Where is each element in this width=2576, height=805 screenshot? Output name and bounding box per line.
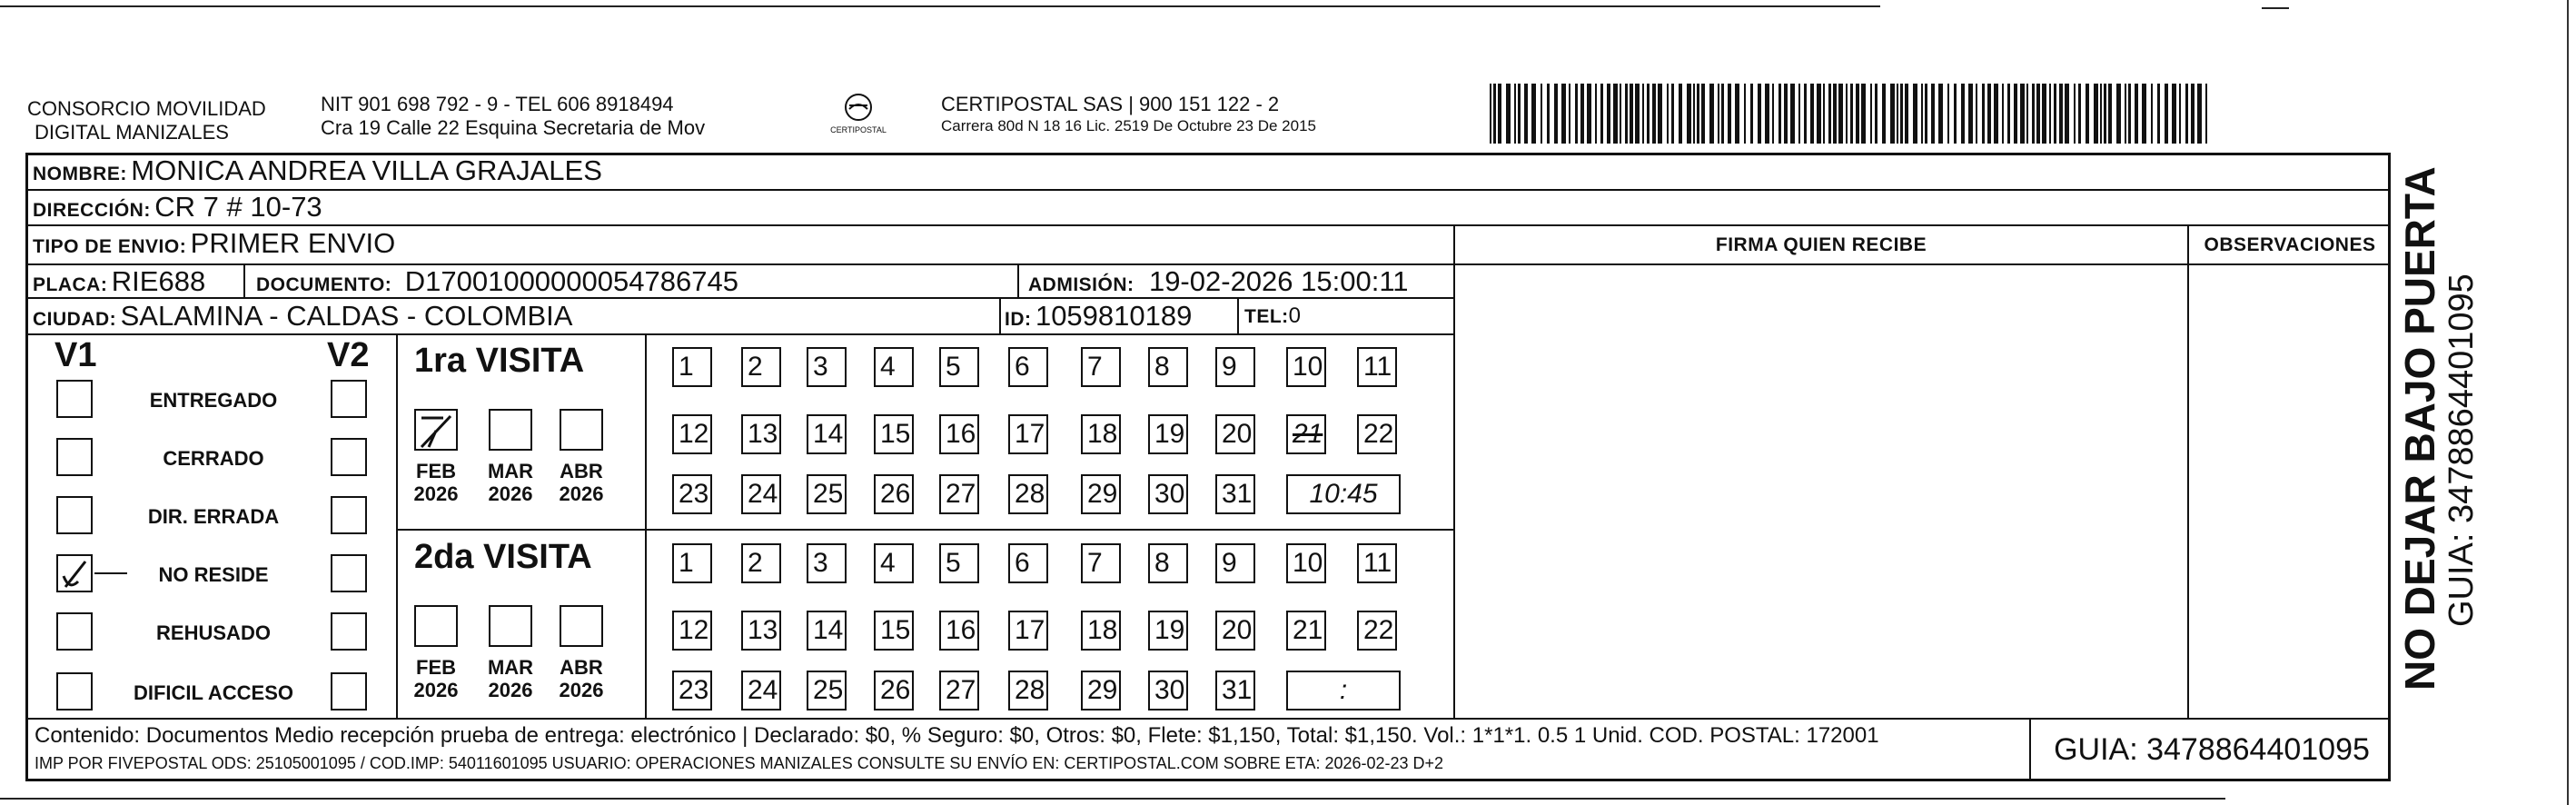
barcode-bar (1514, 84, 1516, 144)
barcode-bar (2026, 84, 2028, 144)
carrier-block (941, 93, 1450, 136)
barcode-bar (1658, 84, 1662, 144)
firma-label: FIRMA QUIEN RECIBE (1715, 234, 1927, 255)
v2-checkbox[interactable] (331, 496, 367, 534)
day-box[interactable]: 22 (1357, 611, 1397, 651)
v1-checkbox[interactable] (56, 612, 93, 651)
day-box[interactable]: 13 (741, 611, 781, 651)
month-checkbox[interactable] (560, 605, 603, 647)
barcode-bar (2142, 84, 2146, 144)
v2-checkbox[interactable] (331, 672, 367, 711)
barcode-bar (1697, 84, 1699, 144)
tipo-row (33, 227, 395, 260)
barcode-bar (1987, 84, 1991, 144)
month-name: MAR (487, 460, 534, 482)
month-label (409, 460, 463, 505)
barcode-bar (2042, 84, 2046, 144)
month-label (409, 656, 463, 701)
day-box[interactable]: 6 (1008, 347, 1048, 387)
documento-cell (256, 265, 738, 298)
day-box[interactable]: 11 (1357, 543, 1397, 583)
barcode-bar (2074, 84, 2076, 144)
day-box[interactable]: 23 (672, 474, 712, 514)
day-box[interactable]: 31 (1215, 474, 1255, 514)
placa-divider (243, 263, 245, 297)
placa-label: PLACA: (33, 274, 108, 295)
day-box[interactable]: 8 (1148, 543, 1188, 583)
ciudad-value: SALAMINA - CALDAS - COLOMBIA (120, 300, 573, 332)
carrier-line1: CERTIPOSTAL SAS | 900 151 122 - 2 (941, 93, 1280, 115)
barcode-bar (2165, 84, 2168, 144)
barcode-bar (1810, 84, 1814, 144)
v2-label: V2 (327, 336, 370, 374)
nombre-value: MONICA ANDREA VILLA GRAJALES (131, 154, 602, 186)
barcode-bar (1784, 84, 1788, 144)
guia-box: GUIA: 3478864401095 (2054, 732, 2370, 767)
barcode-bar (1925, 84, 1927, 144)
no-dejar-bajo-puerta: NO DEJAR BAJO PUERTA (2396, 166, 2443, 691)
barcode-bar (1823, 84, 1825, 144)
barcode-bar (1846, 84, 1848, 144)
barcode-bar (2191, 84, 2195, 144)
barcode-bar (1630, 84, 1633, 144)
barcode-bar (1828, 84, 1831, 144)
barcode-bar (1882, 84, 1886, 144)
month-name: ABR (560, 656, 603, 679)
barcode-bar (1642, 84, 1644, 144)
barcode-bar (1709, 84, 1714, 144)
day-box[interactable]: 2 (741, 543, 781, 583)
day-box[interactable]: 25 (807, 671, 847, 711)
status-label: DIFICIL ACCESO (133, 681, 293, 704)
barcode-bar (1569, 84, 1570, 144)
status-visit-divider (396, 333, 398, 718)
v1-checkbox[interactable] (56, 672, 93, 711)
day-box[interactable]: 18 (1081, 414, 1121, 454)
time-box[interactable]: 10:45 (1286, 474, 1401, 514)
barcode-bar (1798, 84, 1800, 144)
day-box[interactable]: 28 (1008, 671, 1048, 711)
barcode-bar (2108, 84, 2112, 144)
logo-text: CERTIPOSTAL (830, 125, 887, 134)
admision-label: ADMISIÓN: (1028, 274, 1134, 295)
barcode-bar (1518, 84, 1521, 144)
day-box[interactable]: 3 (807, 543, 847, 583)
day-box[interactable]: 19 (1148, 611, 1188, 651)
barcode (1490, 84, 2216, 144)
status-label: NO RESIDE (158, 563, 269, 586)
logo-icon (822, 89, 895, 145)
barcode-bar (2116, 84, 2121, 144)
barcode-bar (2078, 84, 2081, 144)
month-name: MAR (487, 656, 534, 679)
footer-line (27, 718, 2389, 720)
barcode-bar (1758, 84, 1761, 144)
day-box[interactable]: 5 (939, 347, 979, 387)
check-mark-icon (416, 411, 460, 452)
barcode-bar (1701, 84, 1705, 144)
month-checkbox[interactable] (489, 605, 532, 647)
status-label: REHUSADO (156, 621, 271, 644)
admision-cell (1028, 265, 1409, 298)
imp-text: IMP POR FIVEPOSTAL ODS: 25105001095 / COD.IMP: 54011601095 USUARIO: OPERACIONES MANIZALES CONSULTE SU ENVÍO EN: CERTIPOSTAL.COM SOBRE ETA: 2026-02-23 D+2 (35, 754, 1444, 772)
barcode-bar (1905, 84, 1908, 144)
day-box[interactable]: 4 (874, 347, 914, 387)
barcode-bar (1635, 84, 1640, 144)
barcode-bar (1772, 84, 1774, 144)
barcode-bar (2086, 84, 2089, 144)
documento-label: DOCUMENTO: (256, 274, 392, 295)
id-value: 1059810189 (1035, 300, 1193, 332)
day-box[interactable]: 21 (1286, 414, 1326, 454)
row-line-1 (27, 189, 2389, 191)
barcode-bar (1575, 84, 1578, 144)
contenido-text: Contenido: Documentos Medio recepción prueba de entrega: electrónico | Declarado: $0, % Seguro: $0, Otros: $0, Flete: $1,150, Total: $1,150. Vol.: 1*1*1. 0.5 1 Unid. COD. POSTAL: 172001 (35, 723, 1879, 748)
barcode-bar (1931, 84, 1935, 144)
barcode-bar (1790, 84, 1795, 144)
barcode-bar (1679, 84, 1682, 144)
barcode-bar (2179, 84, 2181, 144)
tipo-label: TIPO DE ENVIO: (33, 236, 187, 257)
side-guia: GUIA: 3478864401095 (2442, 273, 2481, 627)
day-box[interactable]: 14 (807, 611, 847, 651)
barcode-bar (1982, 84, 1985, 144)
barcode-bar (2125, 84, 2126, 144)
nit-line2: Cra 19 Calle 22 Esquina Secretaria de Mov (321, 116, 706, 139)
placa-cell (33, 265, 205, 298)
month-year: 2026 (488, 482, 533, 505)
day-box[interactable]: 20 (1215, 611, 1255, 651)
barcode-bar (1890, 84, 1895, 144)
admision-value: 19-02-2026 15:00:11 (1148, 265, 1409, 297)
barcode-bar (1613, 84, 1618, 144)
day-box[interactable]: 27 (939, 474, 979, 514)
day-box[interactable]: 3 (807, 347, 847, 387)
check-dash (94, 572, 127, 574)
consortium-name (27, 97, 318, 144)
barcode-bar (1600, 84, 1603, 144)
v2-checkbox[interactable] (331, 380, 367, 418)
barcode-bar (1718, 84, 1719, 144)
day-box[interactable]: 15 (874, 611, 914, 651)
carrier-line2: Carrera 80d N 18 16 Lic. 2519 De Octubre 23 De 2015 (941, 117, 1316, 134)
day-box[interactable]: 23 (672, 671, 712, 711)
barcode-bar (2128, 84, 2131, 144)
day-box[interactable]: 16 (939, 611, 979, 651)
barcode-bar (1778, 84, 1781, 144)
observaciones-label: OBSERVACIONES (2204, 234, 2376, 255)
barcode-bar (1490, 84, 1491, 144)
barcode-bar (2049, 84, 2051, 144)
barcode-bar (2157, 84, 2160, 144)
day-box[interactable]: 1 (672, 543, 712, 583)
day-box[interactable]: 2 (741, 347, 781, 387)
admision-divider (1017, 263, 1019, 297)
month-year: 2026 (559, 482, 604, 505)
day-box[interactable]: 20 (1215, 414, 1255, 454)
tel-label: TEL: (1244, 306, 1289, 327)
visit-title: 2da VISITA (414, 538, 592, 576)
day-box[interactable]: 24 (741, 474, 781, 514)
barcode-bar (1647, 84, 1650, 144)
direccion-row (33, 191, 322, 224)
barcode-bar (1693, 84, 1695, 144)
day-box[interactable]: 24 (741, 671, 781, 711)
month-name: FEB (416, 460, 456, 482)
day-box[interactable]: 10 (1286, 347, 1326, 387)
barcode-bar (1595, 84, 1597, 144)
day-box[interactable]: 9 (1215, 543, 1255, 583)
barcode-bar (1625, 84, 1628, 144)
barcode-bar (1968, 84, 1973, 144)
id-divider (999, 297, 1001, 333)
barcode-bar (1587, 84, 1591, 144)
day-box[interactable]: 6 (1008, 543, 1048, 583)
barcode-bar (1861, 84, 1866, 144)
barcode-bar (2014, 84, 2017, 144)
barcode-bar (2135, 84, 2138, 144)
barcode-bar (1524, 84, 1528, 144)
barcode-bar (1667, 84, 1669, 144)
tipo-value: PRIMER ENVIO (190, 227, 396, 259)
barcode-bar (1652, 84, 1656, 144)
day-box[interactable]: 12 (672, 414, 712, 454)
barcode-bar (1897, 84, 1898, 144)
v1-label: V1 (54, 336, 97, 374)
day-box[interactable]: 31 (1215, 671, 1255, 711)
placa-value: RIE688 (111, 265, 206, 297)
day-box[interactable]: 10 (1286, 543, 1326, 583)
barcode-bar (1620, 84, 1621, 144)
barcode-bar (1687, 84, 1691, 144)
nombre-label: NOMBRE: (33, 164, 127, 184)
v2-checkbox[interactable] (331, 612, 367, 651)
status-label: DIR. ERRADA (147, 505, 280, 528)
barcode-bar (1921, 84, 1923, 144)
id-label: ID: (1005, 309, 1032, 330)
time-box[interactable]: : (1286, 671, 1401, 711)
barcode-bar (1838, 84, 1843, 144)
barcode-bar (1913, 84, 1917, 144)
barcode-bar (2185, 84, 2188, 144)
id-cell (1005, 300, 1192, 333)
documento-value: D17001000000054786745 (404, 265, 738, 297)
barcode-bar (1804, 84, 1807, 144)
barcode-bar (1547, 84, 1550, 144)
scan-bottom-edge (0, 798, 2225, 800)
barcode-bar (1735, 84, 1739, 144)
barcode-bar (2032, 84, 2035, 144)
barcode-bar (2020, 84, 2025, 144)
day-box[interactable]: 30 (1148, 474, 1188, 514)
barcode-bar (2104, 84, 2106, 144)
day-box[interactable]: 14 (807, 414, 847, 454)
barcode-bar (2094, 84, 2098, 144)
v1-checkbox[interactable] (56, 496, 93, 534)
nombre-row (33, 154, 602, 187)
day-box[interactable]: 26 (874, 474, 914, 514)
barcode-bar (2007, 84, 2010, 144)
month-year: 2026 (413, 482, 459, 505)
month-label (483, 460, 538, 505)
month-checkbox[interactable] (414, 409, 458, 451)
footer-guia-divider (2029, 718, 2031, 781)
barcode-bar (1947, 84, 1949, 144)
barcode-bar (1750, 84, 1753, 144)
v1-checkbox[interactable] (56, 438, 93, 476)
barcode-bar (1938, 84, 1943, 144)
day-box[interactable]: 11 (1357, 347, 1397, 387)
month-year: 2026 (559, 679, 604, 701)
day-box[interactable]: 17 (1008, 611, 1048, 651)
months-days-divider (645, 333, 647, 718)
barcode-bar (1580, 84, 1584, 144)
barcode-bar (1728, 84, 1731, 144)
status-label: ENTREGADO (149, 389, 278, 412)
nit-block (321, 93, 793, 140)
barcode-bar (2151, 84, 2153, 144)
barcode-bar (1671, 84, 1674, 144)
day-box[interactable]: 27 (939, 671, 979, 711)
day-box[interactable]: 28 (1008, 474, 1048, 514)
day-box[interactable]: 29 (1081, 671, 1121, 711)
visit-title: 1ra VISITA (414, 342, 585, 380)
day-box[interactable]: 21 (1286, 611, 1326, 651)
day-box[interactable]: 8 (1148, 347, 1188, 387)
v2-checkbox[interactable] (331, 554, 367, 592)
day-box[interactable]: 18 (1081, 611, 1121, 651)
barcode-bar (2036, 84, 2040, 144)
barcode-bar (1561, 84, 1566, 144)
v1-checkbox[interactable] (56, 554, 93, 592)
barcode-bar (1498, 84, 1501, 144)
day-box[interactable]: 30 (1148, 671, 1188, 711)
barcode-bar (1994, 84, 1998, 144)
month-label (483, 656, 538, 701)
day-box[interactable]: 1 (672, 347, 712, 387)
observaciones-left-border (2187, 224, 2189, 718)
barcode-bar (1833, 84, 1837, 144)
day-box[interactable]: 7 (1081, 543, 1121, 583)
barcode-bar (1765, 84, 1769, 144)
barcode-bar (2100, 84, 2102, 144)
month-checkbox[interactable] (560, 409, 603, 451)
barcode-bar (1900, 84, 1903, 144)
check-mark-icon (58, 556, 94, 594)
tel-cell (1244, 303, 1302, 329)
day-box[interactable]: 13 (741, 414, 781, 454)
day-box[interactable]: 17 (1008, 414, 1048, 454)
barcode-bar (1493, 84, 1496, 144)
day-box[interactable]: 12 (672, 611, 712, 651)
month-label (554, 460, 609, 505)
direccion-value: CR 7 # 10-73 (154, 191, 322, 223)
barcode-bar (2054, 84, 2056, 144)
barcode-bar (1817, 84, 1821, 144)
barcode-bar (1721, 84, 1724, 144)
barcode-bar (1954, 84, 1957, 144)
consortium-line2: DIGITAL MANIZALES (35, 121, 229, 144)
barcode-bar (1541, 84, 1542, 144)
month-year: 2026 (488, 679, 533, 701)
scan-top-right-edge (2262, 7, 2289, 9)
month-year: 2026 (413, 679, 459, 701)
ciudad-cell (33, 300, 572, 333)
tel-value: 0 (1288, 303, 1302, 328)
barcode-bar (1850, 84, 1853, 144)
day-box[interactable]: 9 (1215, 347, 1255, 387)
v1-checkbox[interactable] (56, 380, 93, 418)
v2-checkbox[interactable] (331, 438, 367, 476)
ciudad-label: CIUDAD: (33, 309, 117, 330)
direccion-label: DIRECCIÓN: (33, 200, 151, 221)
month-label (554, 656, 609, 701)
barcode-bar (2002, 84, 2004, 144)
barcode-bar (2172, 84, 2176, 144)
scan-top-edge (0, 5, 1880, 7)
barcode-bar (1554, 84, 1558, 144)
barcode-bar (2205, 84, 2207, 144)
row-line-5 (27, 333, 1455, 335)
barcode-bar (2059, 84, 2063, 144)
barcode-bar (2065, 84, 2069, 144)
day-box[interactable]: 16 (939, 414, 979, 454)
barcode-bar (1744, 84, 1746, 144)
day-box[interactable]: 29 (1081, 474, 1121, 514)
day-box[interactable]: 4 (874, 543, 914, 583)
barcode-bar (1607, 84, 1610, 144)
barcode-bar (1875, 84, 1878, 144)
visit-divider (398, 529, 1455, 531)
barcode-bar (1870, 84, 1872, 144)
scan-right-edge (2567, 0, 2569, 805)
day-box[interactable]: 5 (939, 543, 979, 583)
day-box[interactable]: 15 (874, 414, 914, 454)
firma-header-line-bottom (1455, 263, 2389, 265)
day-box[interactable]: 7 (1081, 347, 1121, 387)
barcode-bar (1976, 84, 1977, 144)
month-checkbox[interactable] (414, 605, 458, 647)
month-checkbox[interactable] (489, 409, 532, 451)
firma-left-border (1453, 224, 1455, 718)
barcode-bar (1506, 84, 1511, 144)
row-line-2 (27, 224, 2389, 226)
month-name: ABR (560, 460, 603, 482)
nit-line1: NIT 901 698 792 - 9 - TEL 606 8918494 (321, 93, 674, 115)
month-name: FEB (416, 656, 456, 679)
tel-divider (1237, 297, 1239, 333)
barcode-bar (1531, 84, 1536, 144)
barcode-bar (1856, 84, 1859, 144)
status-label: CERRADO (163, 447, 264, 470)
barcode-bar (1961, 84, 1965, 144)
consortium-line1: CONSORCIO MOVILIDAD (27, 97, 266, 120)
barcode-bar (2197, 84, 2202, 144)
day-box[interactable]: 25 (807, 474, 847, 514)
day-box[interactable]: 22 (1357, 414, 1397, 454)
day-box[interactable]: 19 (1148, 414, 1188, 454)
day-box[interactable]: 26 (874, 671, 914, 711)
certipostal-logo (822, 89, 895, 145)
